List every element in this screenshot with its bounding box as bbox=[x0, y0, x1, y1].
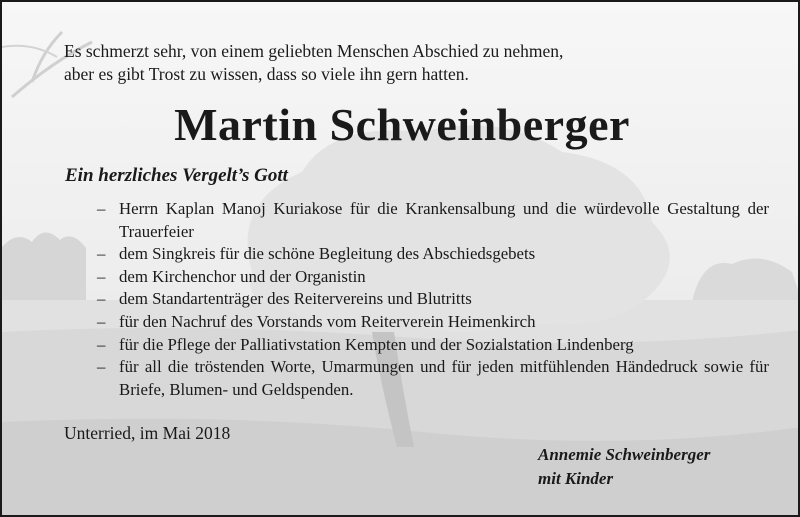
dash-bullet: – bbox=[97, 334, 106, 354]
list-item bbox=[97, 334, 769, 357]
quote-line: Es schmerzt sehr, von einem geliebten Menschen Abschied zu nehmen, bbox=[64, 41, 564, 61]
dash-bullet: – bbox=[97, 311, 106, 331]
list-item-text: für all die tröstenden Worte, Umarmungen und für jeden mitfühlenden Händedruck sowie für Briefe, Blumen- und Geldspenden. bbox=[119, 357, 769, 399]
thanks-list bbox=[97, 198, 769, 401]
list-item-text: Herrn Kaplan Manoj Kuriakose für die Krankensalbung und die würdevolle Gestaltung der Trauerfeier bbox=[119, 199, 769, 241]
list-item bbox=[97, 311, 769, 334]
list-item-text: für die Pflege der Palliativstation Kempten und der Sozialstation Lindenberg bbox=[119, 334, 634, 354]
memorial-quote bbox=[64, 40, 563, 86]
dash-bullet: – bbox=[97, 357, 106, 377]
dash-bullet: – bbox=[97, 289, 106, 309]
list-item bbox=[97, 288, 769, 311]
place-date: Unterried, im Mai 2018 bbox=[64, 423, 231, 443]
signature-line: Annemie Schweinberger bbox=[538, 445, 711, 464]
deceased-name: Martin Schweinberger bbox=[174, 99, 630, 150]
quote-line: aber es gibt Trost zu wissen, dass so viele ihn gern hatten. bbox=[64, 64, 469, 84]
list-item bbox=[97, 356, 769, 401]
signature-line: mit Kinder bbox=[538, 469, 614, 488]
signature-block bbox=[538, 443, 710, 491]
thanks-heading: Ein herzliches Vergelt’s Gott bbox=[65, 165, 288, 186]
list-item-text: dem Standartenträger des Reitervereins und Blutritts bbox=[119, 289, 472, 309]
list-item bbox=[97, 266, 769, 289]
dash-bullet: – bbox=[97, 244, 106, 264]
list-item-text: dem Kirchenchor und der Organistin bbox=[119, 266, 366, 286]
notice-content bbox=[2, 2, 800, 517]
dash-bullet: – bbox=[97, 199, 106, 218]
dash-bullet: – bbox=[97, 266, 106, 286]
list-item-text: dem Singkreis für die schöne Begleitung des Abschiedsgebets bbox=[119, 244, 536, 264]
list-item bbox=[97, 198, 769, 243]
list-item bbox=[97, 243, 769, 266]
list-item-text: für den Nachruf des Vorstands vom Reiterverein Heimenkirch bbox=[119, 311, 536, 331]
